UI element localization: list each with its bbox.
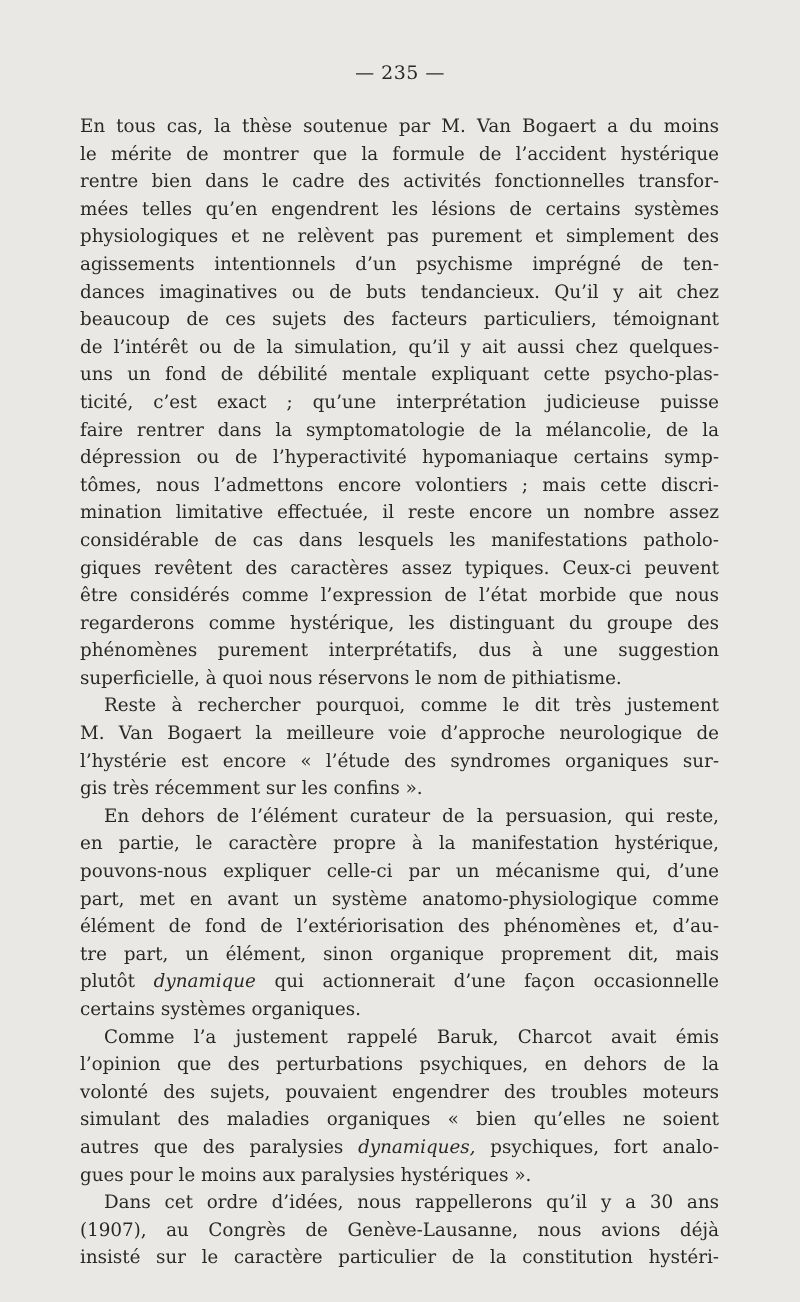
text-line: l’hystérie est encore « l’étude des syndromes organiques sur-: [80, 750, 719, 772]
text-line: de l’intérêt ou de la simulation, qu’il y ait aussi chez quelques-: [80, 336, 719, 358]
text-line: [80, 968, 719, 996]
text-line: En tous cas, la thèse soutenue par M. Van Bogaert a du moins: [80, 116, 719, 137]
text-line: gis très récemment sur les confins ».: [80, 778, 423, 800]
text-line: Comme l’a justement rappelé Baruk, Charcot avait émis: [104, 1026, 719, 1048]
text-line: En dehors de l’élément curateur de la persuasion, qui reste,: [104, 805, 719, 827]
text-line: gues pour le moins aux paralysies hystériques ».: [80, 1164, 532, 1186]
text-line: dances imaginatives ou de buts tendancieux. Qu’il y ait chez: [80, 281, 719, 303]
text-line: tre part, un élément, sinon organique proprement dit, mais: [80, 943, 719, 965]
text-line: tômes, nous l’admettons encore volontiers ; mais cette discri-: [80, 474, 719, 496]
text-line: M. Van Bogaert la meilleure voie d’approche neurologique de: [80, 723, 719, 745]
text-line: mées telles qu’en engendrent les lésions de certains systèmes: [80, 198, 719, 220]
text-segment: qui actionnerait d’une façon occasionnelle: [255, 971, 719, 993]
text-line: élément de fond de l’extériorisation des phénomènes et, d’au-: [80, 916, 719, 938]
text-segment: autres que des paralysies: [80, 1136, 359, 1158]
text-line: faire rentrer dans la symptomatologie de la mélancolie, de la: [80, 419, 719, 441]
italic-term: dynamique: [153, 971, 256, 993]
text-line: insisté sur le caractère particulier de la constitution hystéri-: [80, 1247, 719, 1269]
text-segment: plutôt: [80, 971, 154, 993]
body-text: [80, 113, 719, 1272]
italic-term: dynamiques,: [358, 1136, 476, 1158]
text-line: physiologiques et ne relèvent pas purement et simplement des: [80, 226, 719, 248]
text-line: ticité, c’est exact ; qu’une interprétation judicieuse puisse: [80, 391, 719, 413]
text-line: giques revêtent des caractères assez typiques. Ceux-ci peuvent: [80, 557, 719, 579]
text-segment: psychiques, fort analo-: [475, 1136, 720, 1158]
text-line: Reste à rechercher pourquoi, comme le dit très justement: [104, 695, 719, 717]
text-line: Dans cet ordre d’idées, nous rappellerons qu’il y a 30 ans: [104, 1192, 719, 1214]
text-line: simulant des maladies organiques « bien qu’elles ne soient: [80, 1109, 719, 1131]
text-line: phénomènes purement interprétatifs, dus à une suggestion: [80, 640, 719, 662]
text-line: pouvons-nous expliquer celle-ci par un mécanisme qui, d’une: [80, 861, 719, 883]
text-line: en partie, le caractère propre à la manifestation hystérique,: [80, 833, 719, 855]
text-line: certains systèmes organiques.: [80, 999, 361, 1020]
text-line: le mérite de montrer que la formule de l’accident hystérique: [80, 143, 719, 165]
text-line: uns un fond de débilité mentale expliquant cette psycho-plas-: [80, 364, 719, 386]
text-line: part, met en avant un système anatomo-physiologique comme: [80, 888, 719, 910]
page-number: — 235 —: [355, 62, 445, 84]
text-line: rentre bien dans le cadre des activités fonctionnelles transfor-: [80, 171, 719, 193]
text-line: volonté des sujets, pouvaient engendrer des troubles moteurs: [80, 1081, 719, 1103]
text-line: être considérés comme l’expression de l’état morbide que nous: [80, 585, 719, 607]
text-line: [80, 1134, 719, 1162]
text-line: considérable de cas dans lesquels les manifestations patholo-: [80, 529, 719, 551]
text-line: agissements intentionnels d’un psychisme imprégné de ten-: [80, 253, 719, 275]
text-line: superficielle, à quoi nous réservons le nom de pithiatisme.: [80, 667, 622, 689]
text-line: dépression ou de l’hyperactivité hypomaniaque certains symp-: [80, 447, 719, 469]
text-line: regarderons comme hystérique, les distinguant du groupe des: [80, 612, 719, 634]
text-line: beaucoup de ces sujets des facteurs particuliers, témoignant: [80, 309, 719, 331]
text-line: l’opinion que des perturbations psychiques, en dehors de la: [80, 1054, 719, 1076]
text-line: (1907), au Congrès de Genève-Lausanne, nous avions déjà: [80, 1219, 719, 1241]
text-line: mination limitative effectuée, il reste encore un nombre assez: [80, 502, 719, 524]
